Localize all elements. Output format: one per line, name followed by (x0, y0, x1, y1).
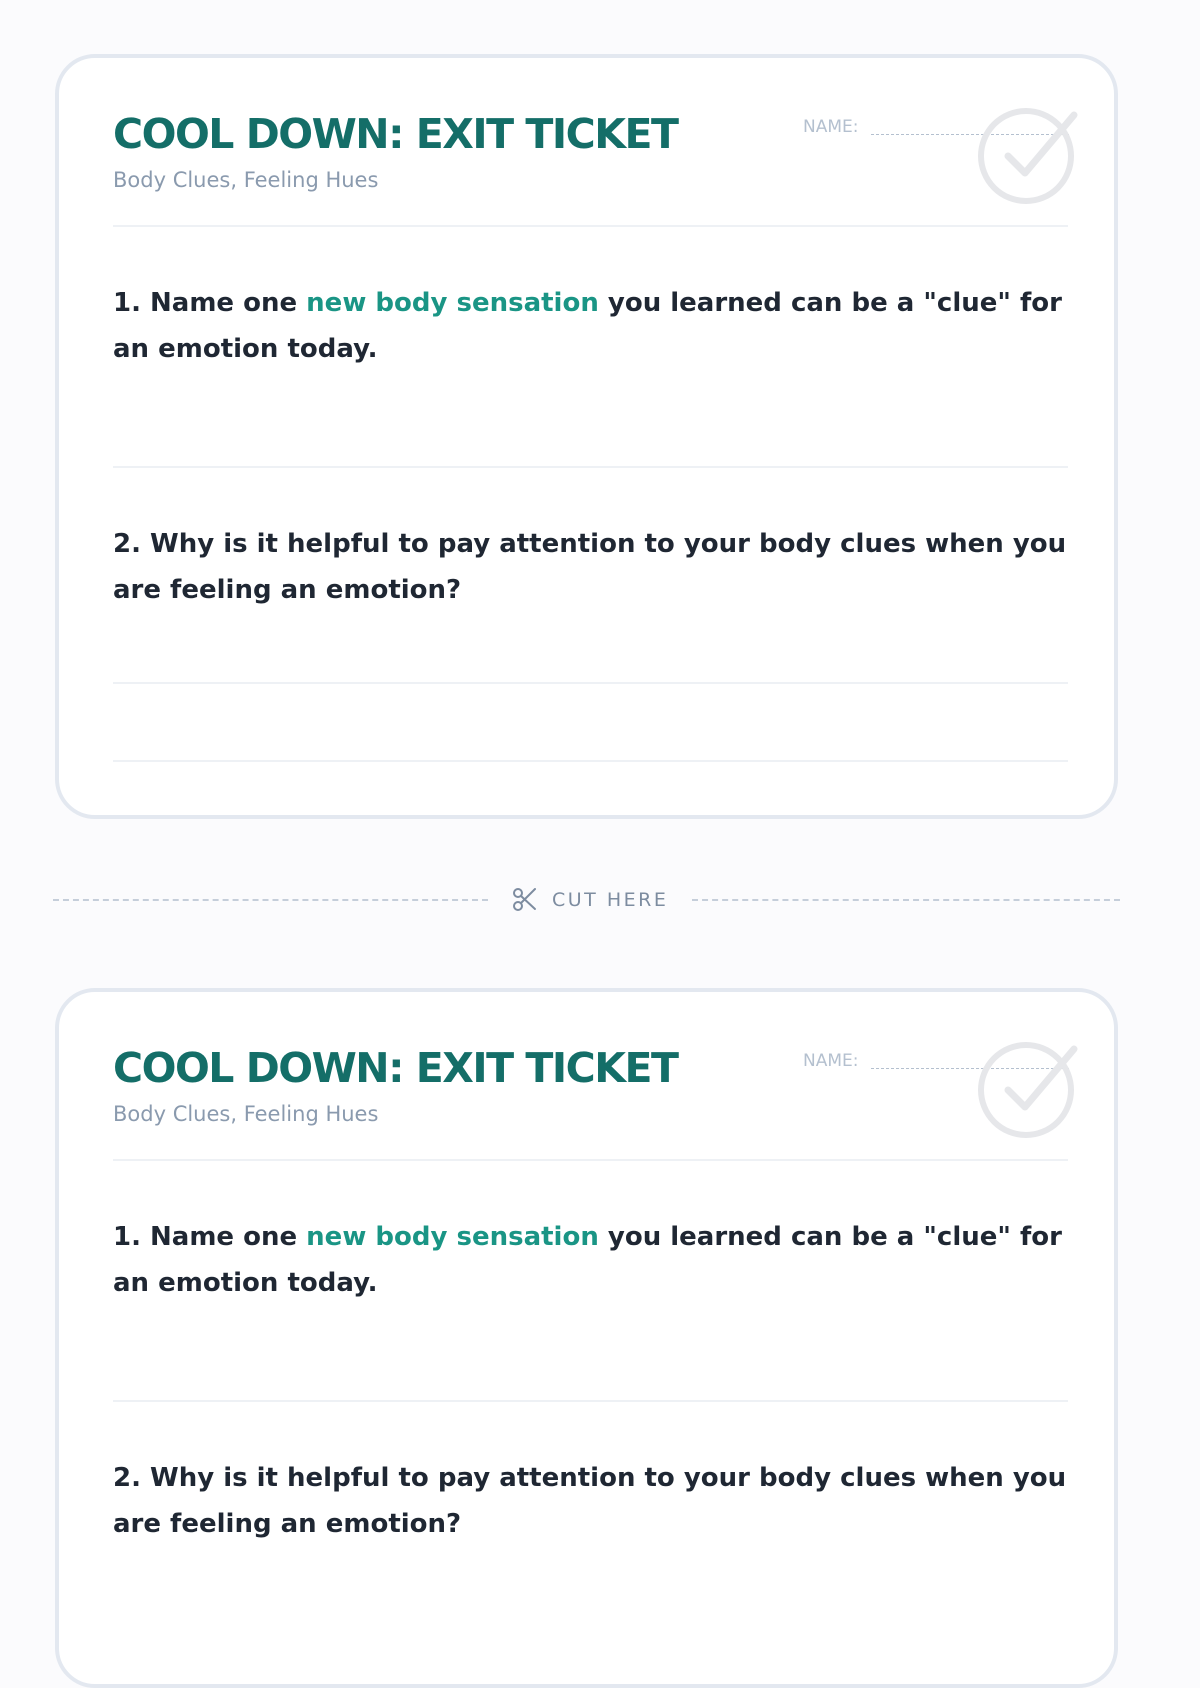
check-circle-icon (978, 1036, 1080, 1138)
question-1-prefix: 1. Name one (113, 288, 307, 318)
cut-dash-left (53, 899, 488, 901)
name-label: NAME: (803, 117, 859, 137)
ticket-subtitle: Body Clues, Feeling Hues (113, 1102, 379, 1126)
question-1-highlight: new body sensation (306, 288, 599, 318)
cut-line (0, 880, 1200, 920)
header-divider (113, 1159, 1068, 1161)
ticket-title: COOL DOWN: EXIT TICKET (113, 1044, 678, 1092)
scissors-icon (512, 886, 538, 912)
answer-line-2a[interactable] (113, 682, 1068, 684)
question-1 (113, 1214, 1073, 1306)
question-1-highlight: new body sensation (306, 1222, 599, 1252)
question-1-prefix: 1. Name one (113, 1222, 307, 1252)
header-divider (113, 225, 1068, 227)
exit-ticket-card (55, 988, 1118, 1688)
question-2: 2. Why is it helpful to pay attention to your body clues when you are feeling an emotion? (113, 1463, 1067, 1539)
answer-line-1[interactable] (113, 1400, 1068, 1402)
cut-dash-right (692, 899, 1120, 901)
question-2: 2. Why is it helpful to pay attention to your body clues when you are feeling an emotion? (113, 529, 1067, 605)
cut-here-label: CUT HERE (552, 889, 669, 911)
ticket-title: COOL DOWN: EXIT TICKET (113, 110, 678, 158)
answer-line-1[interactable] (113, 466, 1068, 468)
exit-ticket-card (55, 54, 1118, 819)
question-1-suffix: you learned can be a "clue" for an emotion today. (113, 1222, 1062, 1298)
ticket-subtitle: Body Clues, Feeling Hues (113, 168, 379, 192)
answer-line-2b[interactable] (113, 760, 1068, 762)
check-circle-icon (978, 102, 1080, 204)
question-1 (113, 280, 1073, 372)
name-label: NAME: (803, 1051, 859, 1071)
question-1-suffix: you learned can be a "clue" for an emotion today. (113, 288, 1062, 364)
